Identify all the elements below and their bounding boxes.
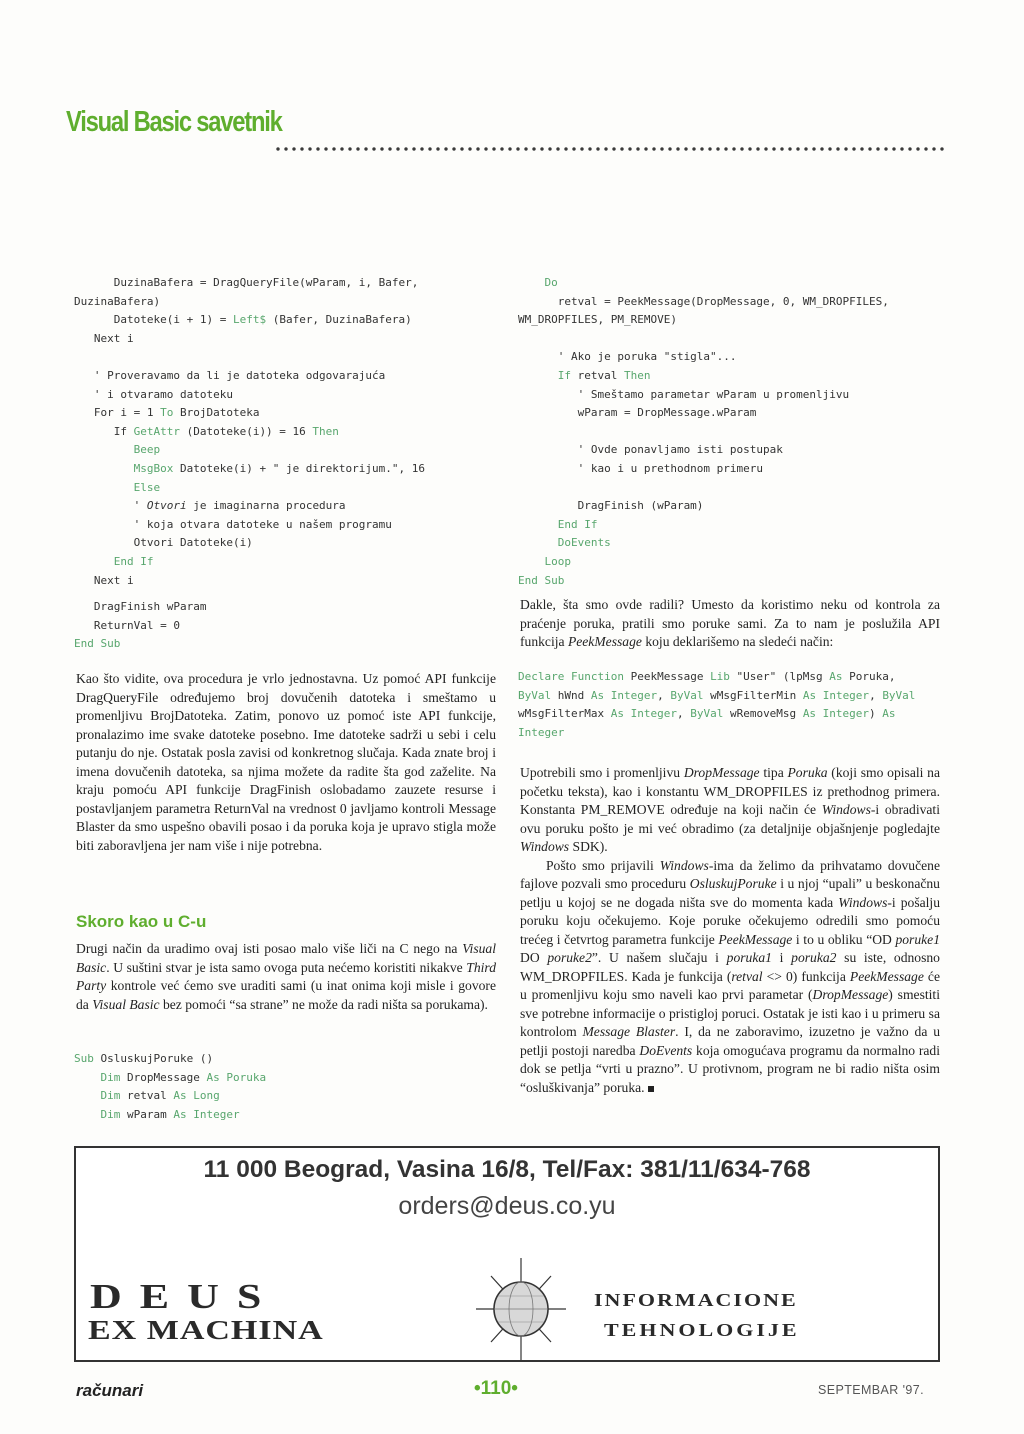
- ad-address: 11 000 Beograd, Vasina 16/8, Tel/Fax: 381/11/634-768: [203, 1156, 811, 1183]
- code-line: wParam = DropMessage.wParam: [518, 406, 757, 420]
- code-line: For i = 1 To BrojDatoteka: [74, 406, 260, 420]
- code-line: MsgBox Datoteke(i) + " je direktorijum.", 16: [133, 461, 426, 475]
- article-paragraph-left-2: [76, 940, 496, 1014]
- footer-page-number: •110•: [474, 1378, 518, 1399]
- code-block-left-bottom: [74, 598, 206, 654]
- code-line: Else: [133, 480, 161, 494]
- code-line: If retval Then: [557, 368, 651, 382]
- code-line: DuzinaBafera = DragQueryFile(wParam, i, Bafer,: [74, 276, 419, 289]
- code-line: DragFinish (wParam): [518, 499, 704, 513]
- code-line: retval = PeekMessage(DropMessage, 0, WM_DROPFILES,: [518, 294, 889, 308]
- code-line: End Sub: [74, 637, 121, 651]
- article-paragraph-right-1: [520, 596, 940, 652]
- code-line: Dim wParam As Integer: [100, 1107, 240, 1121]
- code-line: ' i otvaramo datoteku: [74, 387, 233, 401]
- code-line: DragFinish wParam: [74, 600, 207, 613]
- page-header-title: Visual Basic savetnik: [66, 106, 282, 138]
- code-line: Sub OsluskujPoruke (): [74, 1052, 214, 1065]
- code-line: Datoteke(i + 1) = Left$ (Bafer, DuzinaBafera): [74, 313, 412, 327]
- article-paragraph-right-2: [520, 764, 940, 1097]
- advertisement-box: [74, 1146, 940, 1362]
- code-line: [518, 330, 889, 349]
- code-line: [518, 423, 889, 442]
- ad-tagline-informacione: INFORMACIONE: [594, 1290, 798, 1310]
- code-block-sub-declaration: [74, 1050, 266, 1124]
- code-line: [74, 348, 425, 367]
- code-line: ByVal hWnd As Integer, ByVal wMsgFilterMin As Integer, ByVal: [518, 688, 916, 702]
- ad-logo-deus: DEUS: [90, 1276, 280, 1316]
- ad-logo-ex-machina: EX MACHINA: [88, 1316, 324, 1346]
- code-line: End Sub: [518, 573, 565, 587]
- ad-email: orders@deus.co.yu: [398, 1192, 616, 1220]
- code-line: DoEvents: [557, 536, 611, 550]
- code-line: ' kao i u prethodnom primeru: [518, 461, 764, 475]
- code-line: ' Proveravamo da li je datoteka odgovarajuća: [74, 368, 386, 382]
- article-paragraph-left-1: [76, 670, 496, 855]
- paragraph-text: Upotrebili smo i promenljivu DropMessage tipa Poruka (koji smo opisali na početku teksta), kao i konstantu WM_DROPFILES iz prethodnog primera. Konstanta PM_REMOVE određuje na koji način će Windows-i obradivati ovu poruku pošto je mi već obradimo (za detaljnije objašnjenje pogledajte Windows SDK).: [520, 765, 940, 854]
- code-line: wMsgFilterMax As Integer, ByVal wRemoveMsg As Integer) As: [518, 707, 896, 721]
- code-line: ' Otvori je imaginarna procedura: [74, 499, 346, 513]
- code-line: Next i: [74, 331, 134, 345]
- code-line: Do: [544, 276, 558, 289]
- footer-issue-date: SEPTEMBAR '97.: [818, 1383, 924, 1397]
- code-line: ' koja otvara datoteke u našem programu: [74, 517, 392, 531]
- code-line: Loop: [544, 554, 571, 568]
- code-line: Declare Function PeekMessage Lib "User" (lpMsg As Poruka,: [518, 670, 896, 683]
- code-line: [518, 479, 889, 498]
- code-line: WM_DROPFILES, PM_REMOVE): [518, 313, 677, 327]
- footer-magazine-name: računari: [76, 1381, 144, 1400]
- code-line: Dim retval As Long: [100, 1089, 220, 1103]
- code-line: ' Ovde ponavljamo isti postupak: [518, 443, 783, 457]
- code-line: Integer: [518, 725, 565, 739]
- ad-tagline-tehnologije: TEHNOLOGIJE: [604, 1320, 800, 1340]
- code-block-right-top: [518, 274, 889, 590]
- code-line: Beep: [133, 443, 161, 457]
- code-line: Next i: [74, 573, 134, 587]
- code-block-left-top: [74, 274, 425, 590]
- code-line: Otvori Datoteke(i): [74, 536, 253, 550]
- code-line: If GetAttr (Datoteke(i)) = 16 Then: [74, 424, 339, 438]
- code-block-declare-function: [518, 668, 915, 742]
- code-line: ' Ako je poruka "stigla"...: [518, 350, 737, 364]
- paragraph-text: Kao što vidite, ova procedura je vrlo jednostavna. Uz pomoć API funkcije DragQueryFile određujemo broj dovučenih datoteka i smeštamo u promenljivu BrojDatoteka. Zatim, ponovo uz pomoć iste API funkcije, pronalazimo ime svake datoteke posebno. Ime datoteke sadrži u sebi i celu putanju do nje. Ostatak posla zavisi od konkretnog slučaja. Kada znate broj i imena dovučenih datoteka, sa njima možete da radite šta god zaželite. Na kraju pomoću API funkcije DragFinish oslobadamo zauzete resurse i postavljanjem parametra ReturnVal na vrednost 0 javljamo kontroli Message Blaster da smo uspešno obavili posao i da poruka koja je upravo stigla može biti zaboravljena jer nam više i nije potrebna.: [76, 671, 496, 853]
- paragraph-text: Drugi način da uradimo ovaj isti posao malo više liči na C nego na Visual Basic. U suštini stvar je ista samo ovoga puta nećemo koristiti nikakve Third Party kontrole već ćemo sve uraditi sami (u inat onima koji misle i govore da Visual Basic bez pomoći “sa strane” ne može da radi ništa sa porukama).: [76, 941, 496, 1012]
- code-line: ' Smeštamo parametar wParam u promenljivu: [518, 387, 850, 401]
- subheading-skoro-kao-u-c: Skoro kao u C-u: [76, 912, 207, 931]
- end-of-article-mark: [648, 1086, 654, 1092]
- paragraph-text: Pošto smo prijavili Windows-ima da želimo da prihvatamo dovučene fajlove pozvali smo proceduru OsluskujPoruke i u njoj “upali” u beskonačnu petlju u kojoj se ne dogada ništa sve do momenta kada Windows-i pošalju poruku koju očekujemo. Koje poruke očekujemo odredili smo pomoću trećeg i četvrtog parametra funkcije PeekMessage i to u obliku “OD poruke1 DO poruke2”. U našem slučaju i poruka1 i poruka2 su iste, odnosno WM_DROPFILES. Kada je funkcija (retval <> 0) funkcija PeekMessage će u promenljivu koju smo naveli kao prvi parametar (DropMessage) smestiti sve potrebne informacije o pristigloj poruci. Ostatak je isti kao i u primeru sa kontrolom Message Blaster. I, da ne zaboravimo, izuzetno je važno da u petlji postoji naredba DoEvents koja omogućava programu da normalno radi dok se petlja “vrti u prazno”. U protivnom, program ne bi radio ništa osim “osluškivanja” poruka.: [520, 857, 940, 1095]
- code-line: End If: [557, 517, 598, 531]
- code-line: ReturnVal = 0: [74, 618, 180, 632]
- code-line: Dim DropMessage As Poruka: [100, 1070, 267, 1084]
- code-line: DuzinaBafera): [74, 294, 161, 308]
- globe-icon: [476, 1256, 566, 1362]
- header-dot-leader: [274, 146, 944, 152]
- paragraph-text: Dakle, šta smo ovde radili? Umesto da koristimo neku od kontrola za praćenje poruka, pratili smo poruke sami. Za to nam je poslužila API funkcija PeekMessage koju deklarišemo na sledeći način:: [520, 597, 940, 649]
- code-line: End If: [113, 554, 154, 568]
